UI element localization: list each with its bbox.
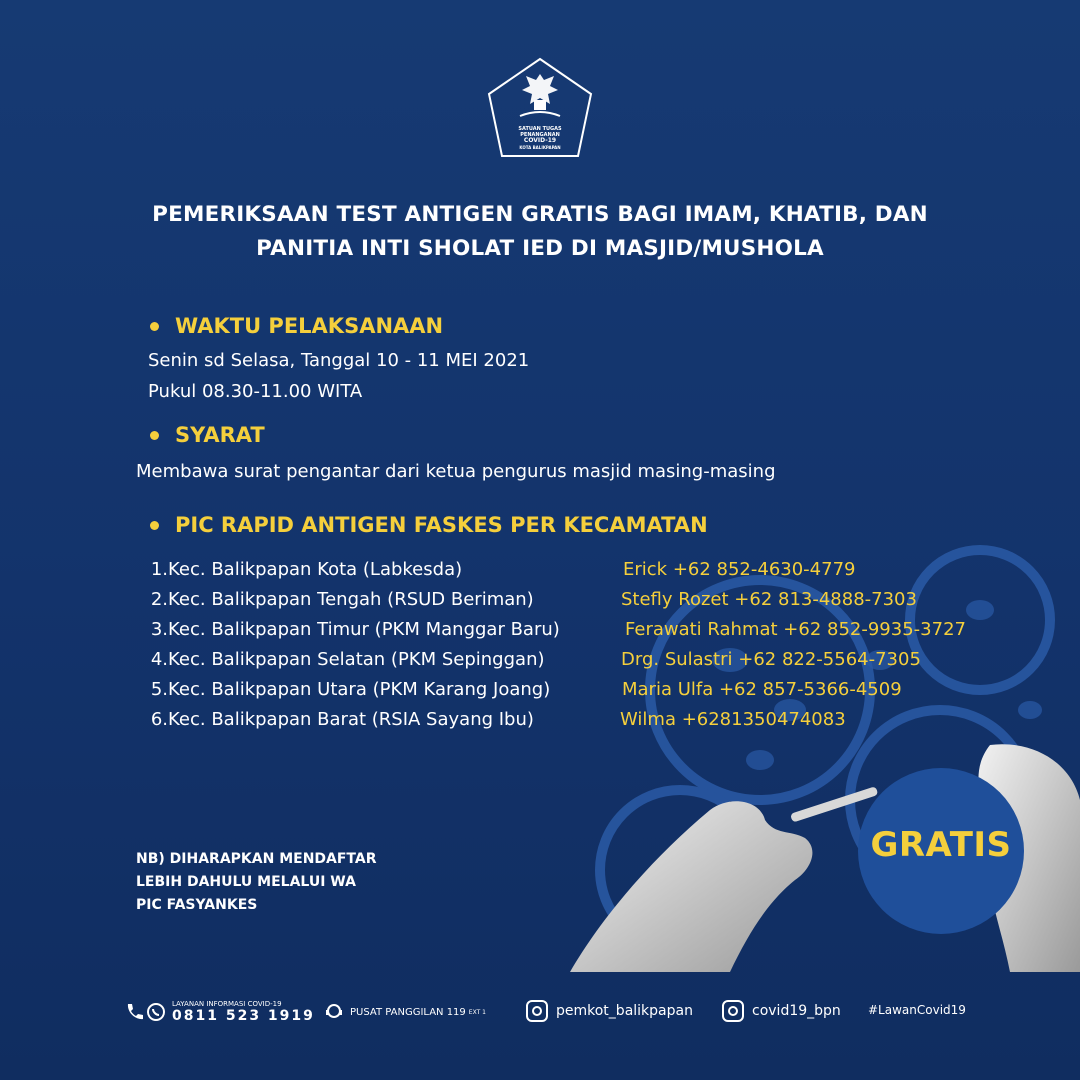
layanan-text — [172, 1000, 315, 1024]
waktu-time: Pukul 08.30-11.00 WITA — [148, 381, 363, 402]
pic-contact: Stefly Rozet +62 813-4888-7303 — [621, 589, 917, 610]
pic-number: 4. — [150, 649, 168, 670]
pic-heading — [150, 513, 708, 537]
logo-text-line3: COVID-19 — [523, 137, 557, 144]
waktu-date: Senin sd Selasa, Tanggal 10 - 11 MEI 2021 — [148, 350, 530, 371]
logo-text-line4: KOTA BALIKPAPAN — [519, 145, 561, 150]
pic-kecamatan: Kec. Balikpapan Timur (PKM Manggar Baru) — [168, 619, 560, 640]
panggilan-ext: EXT 1 — [468, 1008, 486, 1016]
hashtag-text: #LawanCovid19 — [868, 1003, 966, 1017]
waktu-heading-text: WAKTU PELAKSANAAN — [175, 314, 444, 338]
logo-text-line1: SATUAN TUGAS — [518, 126, 562, 132]
nb-line2: LEBIH DAHULU MELALUI WA — [136, 874, 356, 890]
pic-number: 5. — [150, 679, 168, 700]
pic-number: 6. — [150, 709, 168, 730]
pic-contact: Drg. Sulastri +62 822-5564-7305 — [621, 649, 921, 670]
footer-ig-pemkot — [526, 1000, 693, 1022]
instagram-icon — [722, 1000, 744, 1022]
pic-kecamatan: Kec. Balikpapan Selatan (PKM Sepinggan) — [168, 649, 545, 670]
whatsapp-icon — [146, 1002, 166, 1022]
pic-number: 1. — [150, 559, 168, 580]
pic-kecamatan: Kec. Balikpapan Tengah (RSUD Beriman) — [168, 589, 534, 610]
bullet-icon — [150, 322, 159, 331]
pic-list-item — [148, 619, 560, 647]
nb-note — [136, 848, 377, 917]
pic-list-item — [148, 679, 550, 707]
bullet-icon — [150, 521, 159, 530]
pic-list-item — [148, 589, 534, 617]
pic-contact: Maria Ulfa +62 857-5366-4509 — [622, 679, 902, 700]
footer-layanan — [124, 1000, 315, 1024]
footer-bar — [0, 988, 1080, 1038]
nb-line3: PIC FASYANKES — [136, 897, 258, 913]
pic-list-item — [148, 709, 534, 737]
syarat-heading-text: SYARAT — [175, 423, 265, 447]
nb-line1: NB) DIHARAPKAN MENDAFTAR — [136, 851, 377, 867]
phone-icon — [124, 1002, 144, 1022]
bullet-icon — [150, 431, 159, 440]
waktu-heading — [150, 314, 443, 338]
satgas-logo — [486, 56, 594, 160]
page-title — [100, 198, 980, 266]
pic-contact: Erick +62 852-4630-4779 — [623, 559, 856, 580]
pic-list-item — [148, 559, 462, 587]
call-center-icon — [324, 1002, 344, 1022]
pic-kecamatan: Kec. Balikpapan Utara (PKM Karang Joang) — [168, 679, 551, 700]
garuda-emblem-icon — [522, 74, 558, 110]
instagram-icon — [526, 1000, 548, 1022]
logo-text-line2: PENANGANAN — [520, 132, 560, 138]
ig-covid-handle: covid19_bpn — [752, 1003, 841, 1019]
pic-list-item — [148, 649, 545, 677]
layanan-label: LAYANAN INFORMASI COVID-19 — [172, 1000, 282, 1008]
gratis-badge-label: GRATIS — [870, 825, 1012, 865]
footer-panggilan — [324, 1002, 486, 1022]
title-line2: PANITIA INTI SHOLAT IED DI MASJID/MUSHOLA — [256, 236, 824, 261]
layanan-number: 0811 523 1919 — [172, 1008, 315, 1024]
pic-number: 2. — [150, 589, 168, 610]
syarat-text: Membawa surat pengantar dari ketua pengurus masjid masing-masing — [136, 461, 776, 482]
ig-pemkot-handle: pemkot_balikpapan — [556, 1003, 693, 1019]
pic-contact: Wilma +6281350474083 — [620, 709, 846, 730]
panggilan-text: PUSAT PANGGILAN 119 — [350, 1006, 466, 1018]
pic-heading-text: PIC RAPID ANTIGEN FASKES PER KECAMATAN — [175, 513, 708, 537]
pic-contact: Ferawati Rahmat +62 852-9935-3727 — [625, 619, 966, 640]
pic-kecamatan: Kec. Balikpapan Barat (RSIA Sayang Ibu) — [168, 709, 534, 730]
footer-hashtag — [868, 1003, 966, 1017]
pic-kecamatan: Kec. Balikpapan Kota (Labkesda) — [168, 559, 463, 580]
footer-ig-covid — [722, 1000, 841, 1022]
title-line1: PEMERIKSAAN TEST ANTIGEN GRATIS BAGI IMAM, KHATIB, DAN — [152, 202, 928, 227]
syarat-heading — [150, 423, 265, 447]
pic-number: 3. — [150, 619, 168, 640]
